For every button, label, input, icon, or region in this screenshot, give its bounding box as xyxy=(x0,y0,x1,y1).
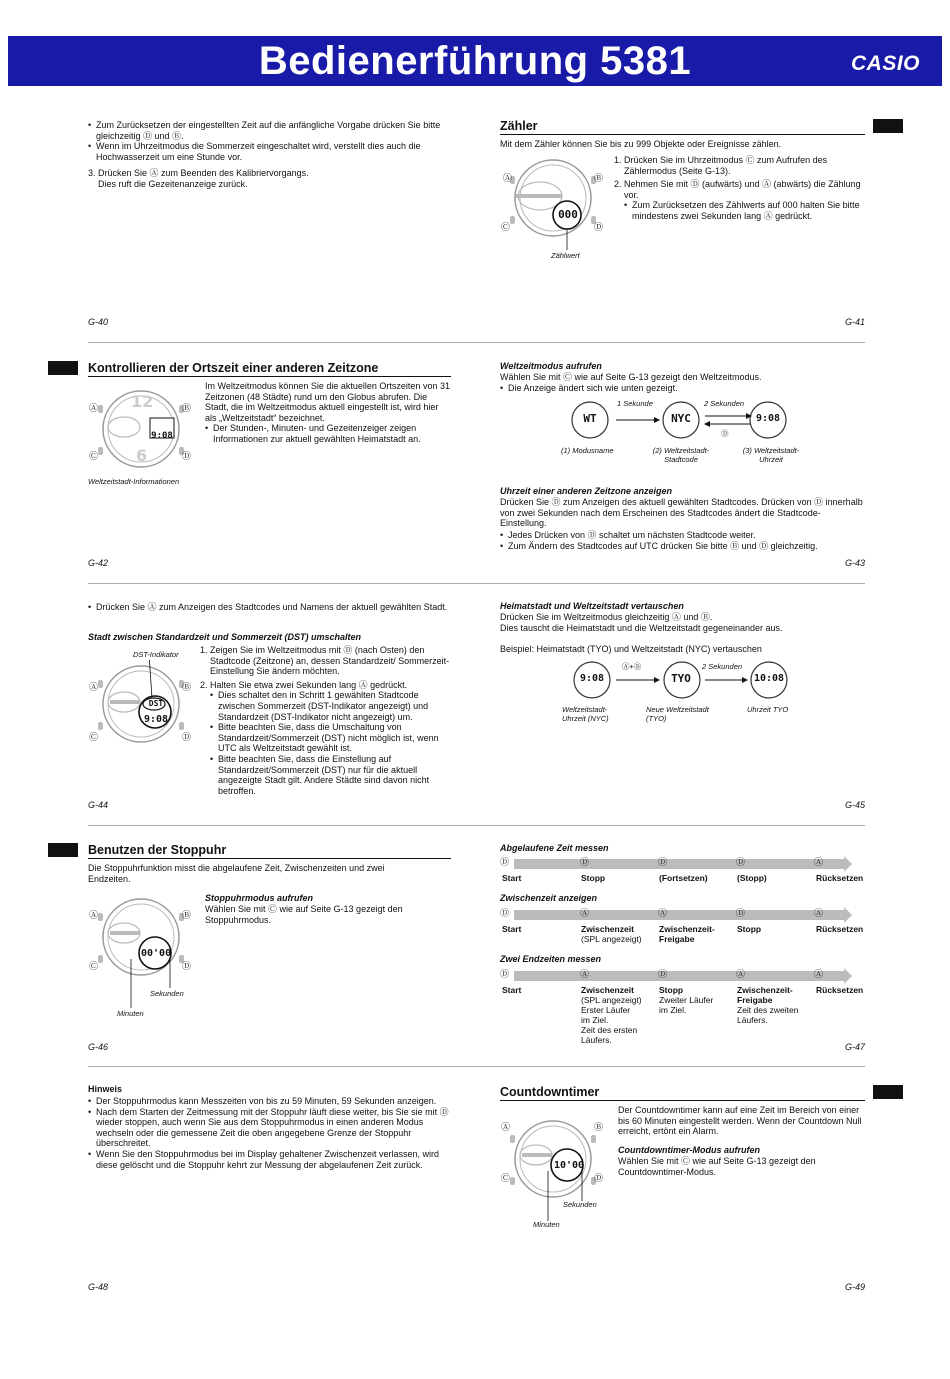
g47-row3-label-2b: Zweiter Läufer xyxy=(659,995,714,1006)
g46-text: Wählen Sie mit Ⓒ wie auf Seite G-13 gezeigt den Stoppuhrmodus. xyxy=(205,904,403,925)
g47-row3-label-2c: im Ziel. xyxy=(659,1005,687,1016)
g42-tab xyxy=(48,361,78,375)
g47-row3-label-3c: Zeit des zweiten xyxy=(737,1005,799,1016)
g43-lcd1: WT xyxy=(583,412,597,425)
g40-bullet-2: • Wenn im Uhrzeitmodus die Sommerzeit eingeschaltet wird, verstellt dies auch die Hochwasserzeit um eine Stunde vor. xyxy=(88,141,448,162)
page-number-g42: G-42 xyxy=(88,558,109,568)
g47-row2-arrow xyxy=(514,910,844,920)
g46-sub: Stoppuhrmodus aufrufen xyxy=(205,893,313,903)
g49-lcd: 10'00 xyxy=(553,1160,585,1171)
g44-sub: Stadt zwischen Standardzeit und Sommerzeit (DST) umschalten xyxy=(88,632,362,642)
g45-lcd3: 10:08 xyxy=(753,673,785,684)
g47-row2-label-2b: Freigabe xyxy=(659,934,695,945)
g44-bullet: • Drücken Sie Ⓐ zum Anzeigen des Stadtcodes und Namens der aktuell gewählten Stadt. xyxy=(88,602,450,613)
g49-rule xyxy=(500,1100,865,1101)
g44-step1: 1. Zeigen Sie im Weltzeitmodus mit Ⓓ (nach Osten) den Stadtcode (Zeitzone) an, dessen Standardzeit/ Sommerzeit-Einstellung Sie ändern möchten. xyxy=(200,645,450,677)
g43-cap2 xyxy=(648,447,714,465)
g47-row3-label-1c: Erster Läufer xyxy=(581,1005,631,1016)
g49-watch-illustration xyxy=(498,1115,610,1235)
g42-rule xyxy=(88,376,451,377)
g41-btn-b-label: Ⓑ xyxy=(594,174,604,184)
g43-cap2a: (2) Weltzeitstadt- xyxy=(652,446,710,455)
g47-row1-arrow xyxy=(514,859,844,869)
g47-row3-label-1f: Läufers. xyxy=(581,1035,612,1046)
g48-bullet3: • Wenn Sie den Stoppuhrmodus bei im Display gehaltener Zwischenzeit verlassen, wird diese gelöscht und die Stoppuhr kehrt zur Messung der abgelaufenen Zeit zurück. xyxy=(88,1149,450,1170)
g48-sub: Hinweis xyxy=(88,1084,123,1094)
g44-step2-bullet3: • Bitte beachten Sie, dass die Einstellung auf Standardzeit/Sommerzeit (DST) nur für die aktuell angezeigte Stadt gilt. Andere Städte sind davon nicht betroffen. xyxy=(210,754,450,796)
g47-row1-label-1: Stopp xyxy=(581,873,606,883)
g41-step2-bullet: • Zum Zurücksetzen des Zählwerts auf 000 halten Sie bitte mindestens zwei Sekunden lang Ⓐ gedrückt. xyxy=(624,200,864,221)
g46-heading: Benutzen der Stoppuhr xyxy=(88,843,227,857)
g47-row2-label-1a: Zwischenzeit xyxy=(581,924,634,934)
g47-row3-label-2 xyxy=(659,985,713,1015)
g47-sub1: Abgelaufene Zeit messen xyxy=(500,843,609,853)
g45-cap2b: (TYO) xyxy=(646,713,667,723)
g42-bullet: • Der Stunden-, Minuten- und Gezeitenzeiger zeigen Informationen zur aktuell gewählten Heimatstadt an. xyxy=(205,423,451,444)
g41-heading: Zähler xyxy=(500,119,538,133)
svg-text:Ⓓ: Ⓓ xyxy=(182,962,192,972)
g44-lcd: 9:08 xyxy=(143,714,169,725)
g47-row3-arrow xyxy=(514,971,844,981)
g40-step3: 3. Drücken Sie Ⓐ zum Beenden des Kalibriervorgangs. xyxy=(88,168,309,179)
g47-row2-btn-4: Ⓐ xyxy=(814,908,824,918)
svg-text:Ⓒ: Ⓒ xyxy=(89,733,99,743)
g43-lcd2: NYC xyxy=(671,412,691,425)
g43-cap3 xyxy=(738,447,804,465)
header-banner xyxy=(8,36,942,86)
svg-text:Ⓒ: Ⓒ xyxy=(89,962,99,972)
g47-row1-btn-0: Ⓓ xyxy=(500,857,510,867)
g45-lcd1: 9:08 xyxy=(579,673,605,684)
g45-lcd2: TYO xyxy=(671,672,691,685)
svg-text:Ⓐ: Ⓐ xyxy=(89,404,99,414)
svg-text:Ⓓ: Ⓓ xyxy=(594,1174,604,1184)
g49-sekunden: Sekunden xyxy=(563,1200,597,1209)
g47-row2-btn-3: Ⓓ xyxy=(736,908,746,918)
g47-row2-btn-1: Ⓐ xyxy=(580,908,590,918)
g43-lcd3: 9:08 xyxy=(755,413,781,424)
page-number-g43: G-43 xyxy=(845,558,866,568)
g42-text1: Im Weltzeitmodus können Sie die aktuellen Ortszeiten von 31 Zeitzonen (48 Städte) rund um den Globus abrufen. Die Stadt, die im Weltzeitmodus aktuell eingestellt ist, wird hier als „Weltzeitstadt“ bezeichnet. xyxy=(205,381,450,423)
svg-text:Ⓑ: Ⓑ xyxy=(182,404,192,414)
g42-label: Weltzeitstadt-Informationen xyxy=(88,477,180,486)
g47-row1-label-2: (Fortsetzen) xyxy=(659,873,708,883)
g41-tab xyxy=(873,119,903,133)
g49-text1: Der Countdowntimer kann auf eine Zeit im Bereich von einer bis 60 Minuten eingestellt werden. Wenn der Countdown Null erreicht, ertönt ein Alarm. xyxy=(618,1105,862,1137)
page-number-g41: G-41 xyxy=(845,317,866,327)
g45-cap1a: Weltzeitstadt- xyxy=(562,705,608,714)
g45-cap2 xyxy=(646,706,709,724)
g43-text2: Drücken Sie Ⓓ zum Anzeigen des aktuell gewählten Stadtcodes. Drücken von Ⓓ innerhalb von zwei Sekunden nach dem Erscheinen des Stadtcodes ändert die Stadtcode-Einstellung. xyxy=(500,497,863,529)
g45-cap3: Uhrzeit TYO xyxy=(747,705,789,714)
g47-row1-label-3: (Stopp) xyxy=(737,873,767,883)
g40-step3-sub: Dies ruft die Gezeitenanzeige zurück. xyxy=(98,179,248,190)
g41-btn-c-label: Ⓒ xyxy=(501,223,511,233)
svg-text:Ⓑ: Ⓑ xyxy=(594,1123,604,1133)
g41-step2: 2. Nehmen Sie mit Ⓓ (aufwärts) und Ⓐ (abwärts) die Zählung vor. xyxy=(614,179,861,200)
g41-watch-illustration xyxy=(498,150,610,250)
g47-row2-label-1 xyxy=(581,924,642,944)
g47-row3-btn-0: Ⓓ xyxy=(500,969,510,979)
g47-row3-label-0: Start xyxy=(502,985,522,995)
g43-cap3a: (3) Weltzeitstadt- xyxy=(742,446,800,455)
g43-arrow1: 1 Sekunde xyxy=(617,399,653,408)
g44-step2: 2. Halten Sie etwa zwei Sekunden lang Ⓐ gedrückt. xyxy=(200,679,408,690)
g45-cap1 xyxy=(562,706,609,724)
g44-dst-indicator: DST xyxy=(148,699,164,708)
g42-heading: Kontrollieren der Ortszeit einer anderen Zeitzone xyxy=(88,361,379,375)
g47-row1-btn-2: Ⓓ xyxy=(658,857,668,867)
g47-row3-label-1 xyxy=(581,985,642,1045)
g49-heading: Countdowntimer xyxy=(500,1085,600,1099)
casio-logo: CASIO xyxy=(850,52,920,75)
g43-cap1: (1) Modusname xyxy=(561,446,614,455)
g47-row2-label-1b: (SPL angezeigt) xyxy=(581,934,642,945)
g47-row2-btn-2: Ⓐ xyxy=(658,908,668,918)
g47-sub2: Zwischenzeit anzeigen xyxy=(500,893,598,903)
g40-bullet-1: • Zum Zurücksetzen der eingestellten Zeit auf die anfängliche Vorgabe drücken Sie bitte gleichzeitig Ⓓ und Ⓑ. xyxy=(88,120,448,141)
g47-row3-btn-3: Ⓐ xyxy=(736,969,746,979)
g47-row1-btn-3: Ⓓ xyxy=(736,857,746,867)
g43-text1: Wählen Sie mit Ⓒ wie auf Seite G-13 gezeigt den Weltzeitmodus. xyxy=(500,372,762,382)
g46-intro: Die Stoppuhrfunktion misst die abgelaufene Zeit, Zwischenzeiten und zwei Endzeiten. xyxy=(88,863,385,884)
g41-steps xyxy=(614,155,864,222)
divider-4 xyxy=(88,1066,865,1067)
g47-row3-btn-1: Ⓐ xyxy=(580,969,590,979)
svg-text:Ⓓ: Ⓓ xyxy=(182,733,192,743)
svg-text:Ⓑ: Ⓑ xyxy=(182,683,192,693)
g47-row2-label-4: Rücksetzen xyxy=(816,924,864,934)
g46-minuten: Minuten xyxy=(117,1009,144,1018)
g46-sekunden: Sekunden xyxy=(150,989,184,998)
g43-arrow2: 2 Sekunden xyxy=(704,399,745,408)
g47-row2-label-2a: Zwischenzeit- xyxy=(659,924,715,934)
divider-3 xyxy=(88,825,865,826)
g43-bullet3: • Zum Ändern des Stadtcodes auf UTC drücken Sie bitte Ⓑ und Ⓓ gleichzeitig. xyxy=(500,541,865,552)
g43-bullet1: • Die Anzeige ändert sich wie unten gezeigt. xyxy=(500,383,865,394)
svg-text:Ⓒ: Ⓒ xyxy=(501,1174,511,1184)
g49-minuten: Minuten xyxy=(533,1220,560,1229)
g47-row3-label-3d: Läufers. xyxy=(737,1015,768,1026)
g41-btn-a-label: Ⓐ xyxy=(503,174,513,184)
g40-content xyxy=(88,120,448,190)
svg-text:Ⓐ: Ⓐ xyxy=(501,1123,511,1133)
g47-row1-btn-1: Ⓓ xyxy=(580,857,590,867)
g48-bullet2: • Nach dem Starten der Zeitmessung mit der Stoppuhr läuft diese weiter, bis Sie sie mit Ⓓ wieder stoppen, auch wenn Sie aus dem Stoppuhrmodus in einen anderen Modus wechseln oder die gemessene Zeit die oben angegebene Grenze der Stoppuhr überschreitet. xyxy=(88,1107,450,1149)
g46-tab xyxy=(48,843,78,857)
g45-text1: Drücken Sie im Weltzeitmodus gleichzeitig Ⓐ und Ⓑ. xyxy=(500,612,713,622)
g46-rule xyxy=(88,858,451,859)
g41-lcd: 000 xyxy=(558,208,578,221)
page-number-g49: G-49 xyxy=(845,1282,866,1292)
g47-row2 xyxy=(500,908,870,948)
g47-row3-label-3a: Zwischenzeit- xyxy=(737,985,793,995)
g44-step2-bullet1: • Dies schaltet den in Schritt 1 gewählten Stadtcode zwischen Sommerzeit (DST-Indikator angezeigt) und Standardzeit (DST-Indikator nicht angezeigt) um. xyxy=(210,690,450,722)
g41-btn-d-label: Ⓓ xyxy=(594,223,604,233)
g47-row3-label-1d: im Ziel. xyxy=(581,1015,609,1026)
g43-bullet2: • Jedes Drücken von Ⓓ schaltet um nächsten Stadtcode weiter. xyxy=(500,530,865,541)
g47-row3-label-4: Rücksetzen xyxy=(816,985,864,995)
g49-sub: Countdowntimer-Modus aufrufen xyxy=(618,1145,760,1155)
g44-steps xyxy=(200,645,450,797)
g47-row3-label-1b: (SPL angezeigt) xyxy=(581,995,642,1006)
g45-cap1b: Uhrzeit (NYC) xyxy=(562,713,609,723)
g47-row3-label-2a: Stopp xyxy=(659,985,684,995)
svg-text:6: 6 xyxy=(136,446,148,465)
g45-example: Beispiel: Heimatstadt (TYO) und Weltzeitstadt (NYC) vertauschen xyxy=(500,644,762,654)
g45-sec2: 2 Sekunden xyxy=(702,662,743,671)
g47-sub3: Zwei Endzeiten messen xyxy=(500,954,602,964)
g47-row2-label-3: Stopp xyxy=(737,924,762,934)
g47-row3-label-1e: Zeit des ersten xyxy=(581,1025,638,1036)
divider-1 xyxy=(88,342,865,343)
g43-cap3b: Uhrzeit xyxy=(759,454,783,464)
g45-sub: Heimatstadt und Weltzeitstadt vertauschen xyxy=(500,601,684,611)
g47-row3-label-1a: Zwischenzeit xyxy=(581,985,634,995)
g48-bullet1: • Der Stoppuhrmodus kann Messzeiten von bis zu 59 Minuten, 59 Sekunden anzeigen. xyxy=(88,1096,450,1107)
g41-label-zaehlwert: Zählwert xyxy=(551,251,580,260)
g46-lcd: 00'00 xyxy=(141,948,172,959)
g47-row2-label-0: Start xyxy=(502,924,522,934)
g43-sub1: Weltzeitmodus aufrufen xyxy=(500,361,602,371)
g45-cap2a: Neue Weltzeitstadt xyxy=(646,705,709,714)
g42-text xyxy=(205,381,451,445)
page-number-g45: G-45 xyxy=(845,800,866,810)
g43-sub2: Uhrzeit einer anderen Zeitzone anzeigen xyxy=(500,486,673,496)
page-number-g47: G-47 xyxy=(845,1042,866,1052)
g47-row1-btn-4: Ⓐ xyxy=(814,857,824,867)
g41-intro: Mit dem Zähler können Sie bis zu 999 Objekte oder Ereignisse zählen. xyxy=(500,139,782,149)
page-number-g46: G-46 xyxy=(88,1042,109,1052)
divider-2 xyxy=(88,583,865,584)
g43-cap2b: Stadtcode xyxy=(664,454,698,464)
g42-lcd: 9:08 xyxy=(151,431,173,441)
page-number-g48: G-48 xyxy=(88,1282,109,1292)
g47-row3-label-3 xyxy=(737,985,798,1025)
svg-text:Ⓐ: Ⓐ xyxy=(89,911,99,921)
g47-row3-btn-4: Ⓐ xyxy=(814,969,824,979)
g43-d-button-icon: Ⓓ xyxy=(721,429,729,438)
g47-row1-label-0: Start xyxy=(502,873,522,883)
g41-rule xyxy=(500,134,865,135)
g42-watch-illustration xyxy=(86,385,198,475)
g47-row1-label-4: Rücksetzen xyxy=(816,873,864,883)
g44-watch-illustration xyxy=(86,660,198,750)
g49-tab xyxy=(873,1085,903,1099)
g49-text2: Wählen Sie mit Ⓒ wie auf Seite G-13 gezeigt den Countdowntimer-Modus. xyxy=(618,1156,816,1177)
svg-text:Ⓐ: Ⓐ xyxy=(89,683,99,693)
g45-text2: Dies tauscht die Heimatstadt und die Weltzeitstadt gegeneinander aus. xyxy=(500,623,783,633)
page-number-g40: G-40 xyxy=(88,317,109,327)
svg-text:Ⓑ: Ⓑ xyxy=(182,911,192,921)
g47-row1 xyxy=(500,857,870,887)
g47-row2-btn-0: Ⓓ xyxy=(500,908,510,918)
g47-row2-label-2 xyxy=(659,924,715,944)
g47-row3-label-3b: Freigabe xyxy=(737,995,773,1006)
g41-step1: 1. Drücken Sie im Uhrzeitmodus Ⓒ zum Aufrufen des Zählermodus (Seite G-13). xyxy=(614,155,828,176)
svg-text:Ⓒ: Ⓒ xyxy=(89,452,99,462)
page-title: Bedienerführung 5381 xyxy=(258,39,692,83)
g44-dst-label: DST-Indikator xyxy=(133,650,179,659)
g47-row3 xyxy=(500,969,870,1049)
page-number-g44: G-44 xyxy=(88,800,109,810)
g44-step2-bullet2: • Bitte beachten Sie, dass die Umschaltung von Standardzeit/Sommerzeit (DST) nicht möglich ist, wenn UTC als Weltzeitstadt gewählt ist. xyxy=(210,722,450,754)
g47-row3-btn-2: Ⓓ xyxy=(658,969,668,979)
svg-text:Ⓓ: Ⓓ xyxy=(182,452,192,462)
g45-ab-label: Ⓐ+Ⓑ xyxy=(622,662,642,671)
svg-text:12: 12 xyxy=(131,392,154,411)
